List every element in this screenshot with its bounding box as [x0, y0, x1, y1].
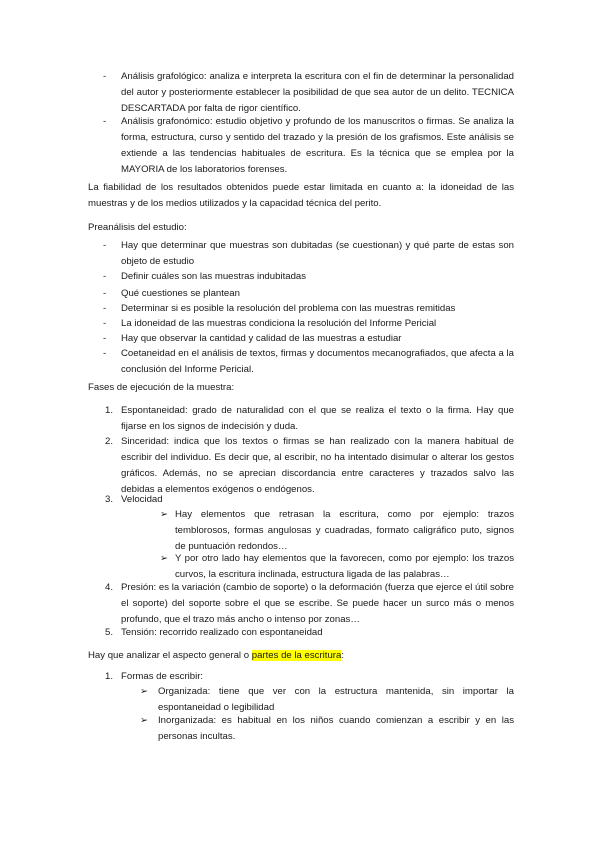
- list-number: 1.: [105, 405, 114, 416]
- bullet-marker: -: [103, 271, 107, 282]
- analizar-suffix: :: [341, 650, 344, 661]
- arrow-bullet-icon: ➢: [160, 553, 169, 564]
- list-item-formas: Formas de escribir:: [121, 671, 204, 682]
- list-item-velocidad: Velocidad: [121, 494, 163, 505]
- list-item-grafologico: Análisis grafológico: analiza e interpreta la escritura con el fin de determinar la personalidad del autor y posteriormente establecer la posibilidad de que sea autor de un delito. TECNICA DESCARTADA por falta de rigor científico.: [121, 71, 514, 114]
- list-item: Qué cuestiones se plantean: [121, 288, 240, 299]
- bullet-marker: -: [103, 116, 107, 127]
- bullet-marker: -: [103, 348, 107, 359]
- list-item: Hay que determinar que muestras son dubitadas (se cuestionan) y qué parte de estas son objeto de estudio: [121, 240, 514, 267]
- list-item-sinceridad: Sinceridad: indica que los textos o firmas se han realizado con la manera habitual de escribir del individuo. Es decir que, al escribir, no ha intentado disimular o alterar los gestos gráficos. Además, no se aprecian discordancia entre caracteres y trazados salvo las debidas a elementos exógenos o endógenos.: [121, 436, 514, 495]
- list-item: Coetaneidad en el análisis de textos, firmas y documentos mecanografiados, que afecta a la conclusión del Informe Pericial.: [121, 348, 514, 375]
- list-item: Definir cuáles son las muestras indubitadas: [121, 271, 307, 282]
- heading-preanalisis: Preanálisis del estudio:: [88, 222, 187, 233]
- arrow-bullet-icon: ➢: [160, 509, 169, 520]
- sub-item: Y por otro lado hay elementos que la favorecen, como por ejemplo: los trazos curvos, la escritura inclinada, estructura ligada de las palabras…: [175, 553, 514, 580]
- list-number: 3.: [105, 494, 114, 505]
- paragraph-fiabilidad: La fiabilidad de los resultados obtenidos puede estar limitada en cuanto a: la idoneidad de las muestras y de los medios utilizados y la capacidad técnica del perito.: [88, 182, 514, 209]
- highlighted-text: partes de la escritura: [251, 650, 342, 661]
- list-item-tension: Tensión: recorrido realizado con espontaneidad: [121, 627, 323, 638]
- list-number: 2.: [105, 436, 114, 447]
- bullet-marker: -: [103, 240, 107, 251]
- sub-item-inorganizada: Inorganizada: es habitual en los niños cuando comienzan a escribir y en las personas incultas.: [158, 715, 514, 742]
- bullet-marker: -: [103, 288, 107, 299]
- list-number: 4.: [105, 582, 114, 593]
- list-number: 5.: [105, 627, 114, 638]
- sub-item: Hay elementos que retrasan la escritura, como por ejemplo: trazos temblorosos, formas angulosas y cuadradas, formato caligráfico puto, signos de puntuación redondos…: [175, 509, 514, 552]
- list-item: Determinar si es posible la resolución del problema con las muestras remitidas: [121, 303, 456, 314]
- bullet-marker: -: [103, 318, 107, 329]
- sub-item-organizada: Organizada: tiene que ver con la estructura mantenida, sin importar la espontaneidad o legibilidad: [158, 686, 514, 713]
- list-number: 1.: [105, 671, 114, 682]
- list-item-grafonomico: Análisis grafonómico: estudio objetivo y profundo de los manuscritos o firmas. Se analiza la forma, estructura, curso y sentido del trazado y la presión de los grafismos. Este análisis se extiende a las tendencias habituales de escritura. Es la técnica que se emplea por la MAYORIA de los laboratorios forenses.: [121, 116, 514, 175]
- bullet-marker: -: [103, 71, 107, 82]
- analizar-prefix: Hay que analizar el aspecto general o: [88, 650, 252, 661]
- bullet-marker: -: [103, 333, 107, 344]
- arrow-bullet-icon: ➢: [140, 715, 149, 726]
- list-item: La idoneidad de las muestras condiciona la resolución del Informe Pericial: [121, 318, 437, 329]
- heading-fases: Fases de ejecución de la muestra:: [88, 382, 235, 393]
- list-item: Hay que observar la cantidad y calidad de las muestras a estudiar: [121, 333, 402, 344]
- paragraph-analizar: [88, 648, 514, 664]
- list-item-presion: Presión: es la variación (cambio de soporte) o la deformación (fuerza que ejerce el útil sobre el soporte) del soporte sobre el que se escribe. Se puede hacer un surco más o menos profundo, que el trazo más ancho o intenso por zonas…: [121, 582, 514, 625]
- bullet-marker: -: [103, 303, 107, 314]
- arrow-bullet-icon: ➢: [140, 686, 149, 697]
- list-item-espontaneidad: Espontaneidad: grado de naturalidad con el que se realiza el texto o la firma. Hay que fijarse en los signos de indecisión y duda.: [121, 405, 514, 432]
